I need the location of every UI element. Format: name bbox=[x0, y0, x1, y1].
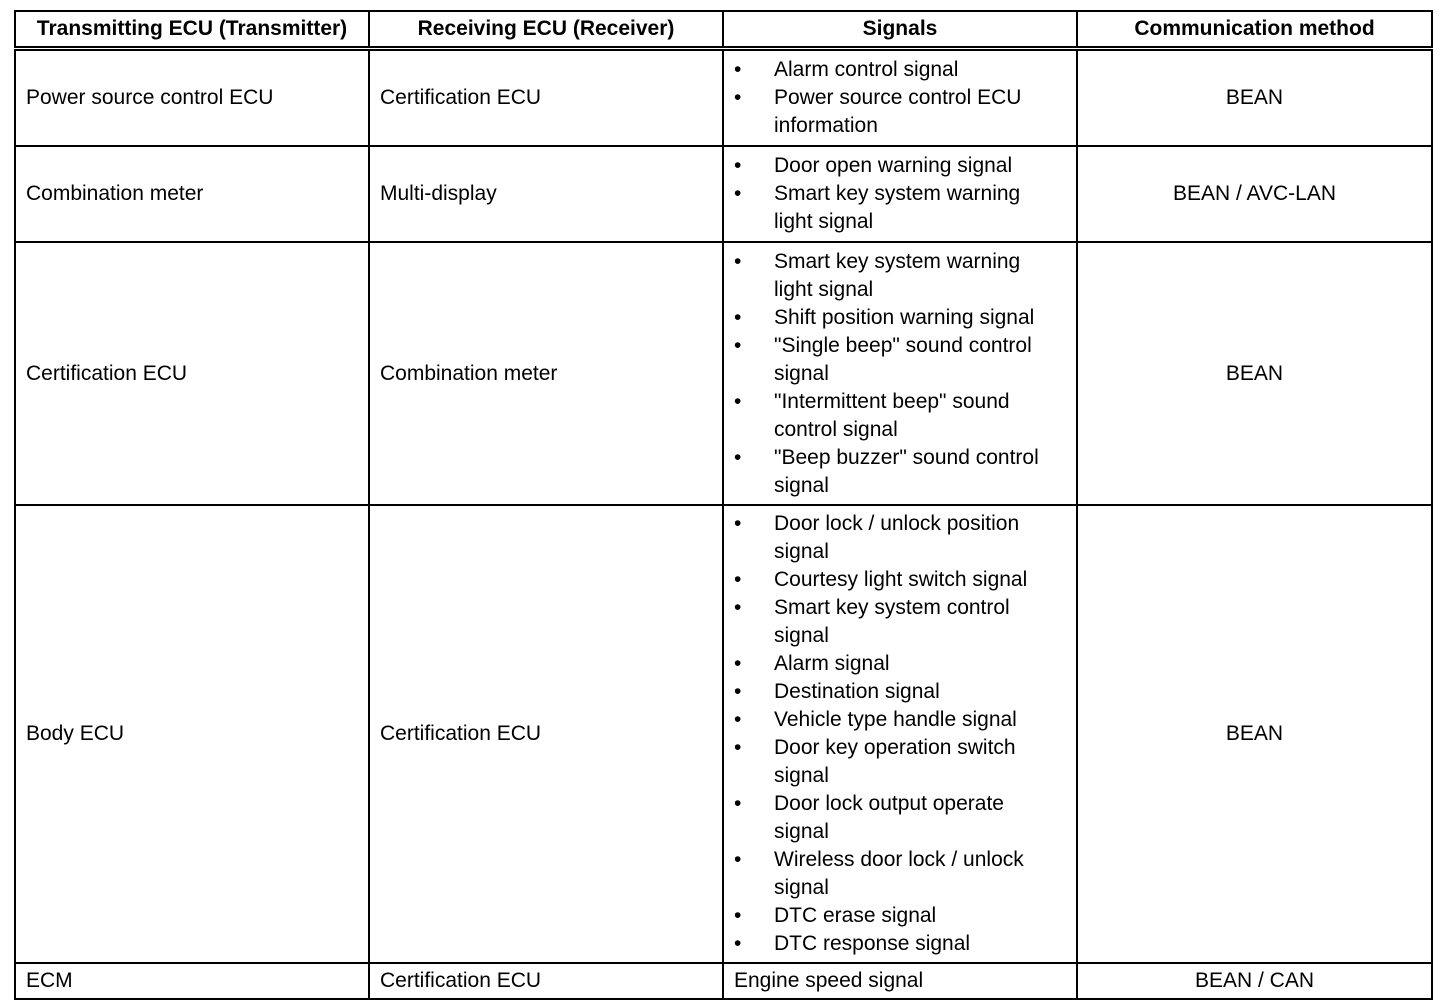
bullet-icon: • bbox=[734, 596, 742, 619]
header-communication-method: Communication method bbox=[1077, 11, 1432, 49]
signal-item bbox=[734, 902, 1066, 930]
transmitter-cell: Body ECU bbox=[15, 505, 369, 963]
receiver-cell: Combination meter bbox=[369, 242, 723, 505]
bullet-icon: • bbox=[734, 389, 742, 413]
method-cell: BEAN bbox=[1077, 505, 1432, 963]
bullet-icon: • bbox=[734, 249, 742, 273]
signal-item bbox=[734, 84, 1066, 140]
bullet-icon: • bbox=[734, 445, 742, 469]
signal-list bbox=[734, 152, 1066, 236]
signal-text: Alarm control signal bbox=[774, 58, 959, 81]
signal-text: DTC erase signal bbox=[774, 904, 937, 927]
method-cell: BEAN / AVC-LAN bbox=[1077, 146, 1432, 242]
signal-item bbox=[734, 930, 1066, 958]
table-row bbox=[15, 963, 1432, 999]
bullet-icon: • bbox=[734, 512, 742, 535]
signal-item bbox=[734, 248, 1066, 304]
bullet-icon: • bbox=[734, 932, 742, 955]
signal-list bbox=[734, 56, 1066, 140]
bullet-icon: • bbox=[734, 652, 742, 675]
signal-item bbox=[734, 510, 1066, 566]
signal-item bbox=[734, 444, 1066, 500]
header-row bbox=[15, 11, 1432, 49]
signal-item bbox=[734, 650, 1066, 678]
signal-text: Door lock / unlock position signal bbox=[774, 512, 1020, 563]
signal-item bbox=[734, 388, 1066, 444]
bullet-icon: • bbox=[734, 182, 742, 205]
receiver-cell: Certification ECU bbox=[369, 505, 723, 963]
transmitter-cell: ECM bbox=[15, 963, 369, 999]
signal-text: "Intermittent beep" sound control signal bbox=[774, 389, 1010, 441]
signal-text: Smart key system warning light signal bbox=[774, 182, 1021, 233]
transmitter-cell: Certification ECU bbox=[15, 242, 369, 505]
transmitter-cell: Power source control ECU bbox=[15, 49, 369, 147]
signal-text: Power source control ECU information bbox=[774, 86, 1022, 137]
signal-text: Shift position warning signal bbox=[774, 305, 1035, 329]
signal-list bbox=[734, 510, 1066, 958]
signal-text: "Beep buzzer" sound control signal bbox=[774, 445, 1039, 497]
header-signals: Signals bbox=[723, 11, 1077, 49]
signal-text: Door key operation switch signal bbox=[774, 736, 1016, 787]
bullet-icon: • bbox=[734, 58, 742, 81]
signal-text: Smart key system warning light signal bbox=[774, 249, 1021, 301]
bullet-icon: • bbox=[734, 708, 742, 731]
signals-cell: Engine speed signal bbox=[723, 963, 1077, 999]
signal-text: Smart key system control signal bbox=[774, 596, 1010, 647]
signal-text: Vehicle type handle signal bbox=[774, 708, 1017, 731]
bullet-icon: • bbox=[734, 904, 742, 927]
table-row bbox=[15, 146, 1432, 242]
bullet-icon: • bbox=[734, 848, 742, 871]
transmitter-cell: Combination meter bbox=[15, 146, 369, 242]
signal-text: Alarm signal bbox=[774, 652, 890, 675]
signal-text: Courtesy light switch signal bbox=[774, 568, 1028, 591]
signals-cell bbox=[723, 146, 1077, 242]
signal-text: "Single beep" sound control signal bbox=[774, 333, 1032, 385]
signal-item bbox=[734, 180, 1066, 236]
header-receiver: Receiving ECU (Receiver) bbox=[369, 11, 723, 49]
signal-text: DTC response signal bbox=[774, 932, 971, 955]
signal-item bbox=[734, 706, 1066, 734]
signal-item bbox=[734, 332, 1066, 388]
signals-cell bbox=[723, 49, 1077, 147]
bullet-icon: • bbox=[734, 86, 742, 109]
header-transmitter: Transmitting ECU (Transmitter) bbox=[15, 11, 369, 49]
signal-item bbox=[734, 678, 1066, 706]
signal-text: Door lock output operate signal bbox=[774, 792, 1004, 843]
signal-list bbox=[734, 248, 1066, 500]
bullet-icon: • bbox=[734, 305, 742, 329]
signal-item bbox=[734, 734, 1066, 790]
method-cell: BEAN bbox=[1077, 242, 1432, 505]
signal-text: Destination signal bbox=[774, 680, 940, 703]
signal-item bbox=[734, 56, 1066, 84]
method-cell: BEAN / CAN bbox=[1077, 963, 1432, 999]
bullet-icon: • bbox=[734, 333, 742, 357]
signals-cell bbox=[723, 505, 1077, 963]
signal-text: Door open warning signal bbox=[774, 154, 1013, 177]
bullet-icon: • bbox=[734, 680, 742, 703]
signal-item bbox=[734, 790, 1066, 846]
signal-item bbox=[734, 594, 1066, 650]
receiver-cell: Multi-display bbox=[369, 146, 723, 242]
bullet-icon: • bbox=[734, 568, 742, 591]
communication-table bbox=[14, 10, 1433, 1000]
receiver-cell: Certification ECU bbox=[369, 963, 723, 999]
table-row bbox=[15, 49, 1432, 147]
receiver-cell: Certification ECU bbox=[369, 49, 723, 147]
bullet-icon: • bbox=[734, 154, 742, 177]
signal-item bbox=[734, 152, 1066, 180]
bullet-icon: • bbox=[734, 736, 742, 759]
signals-cell bbox=[723, 242, 1077, 505]
table-row bbox=[15, 242, 1432, 505]
signal-item bbox=[734, 304, 1066, 332]
table-row bbox=[15, 505, 1432, 963]
signal-item bbox=[734, 566, 1066, 594]
bullet-icon: • bbox=[734, 792, 742, 815]
signal-text: Wireless door lock / unlock signal bbox=[774, 848, 1024, 899]
method-cell: BEAN bbox=[1077, 49, 1432, 147]
signal-item bbox=[734, 846, 1066, 902]
